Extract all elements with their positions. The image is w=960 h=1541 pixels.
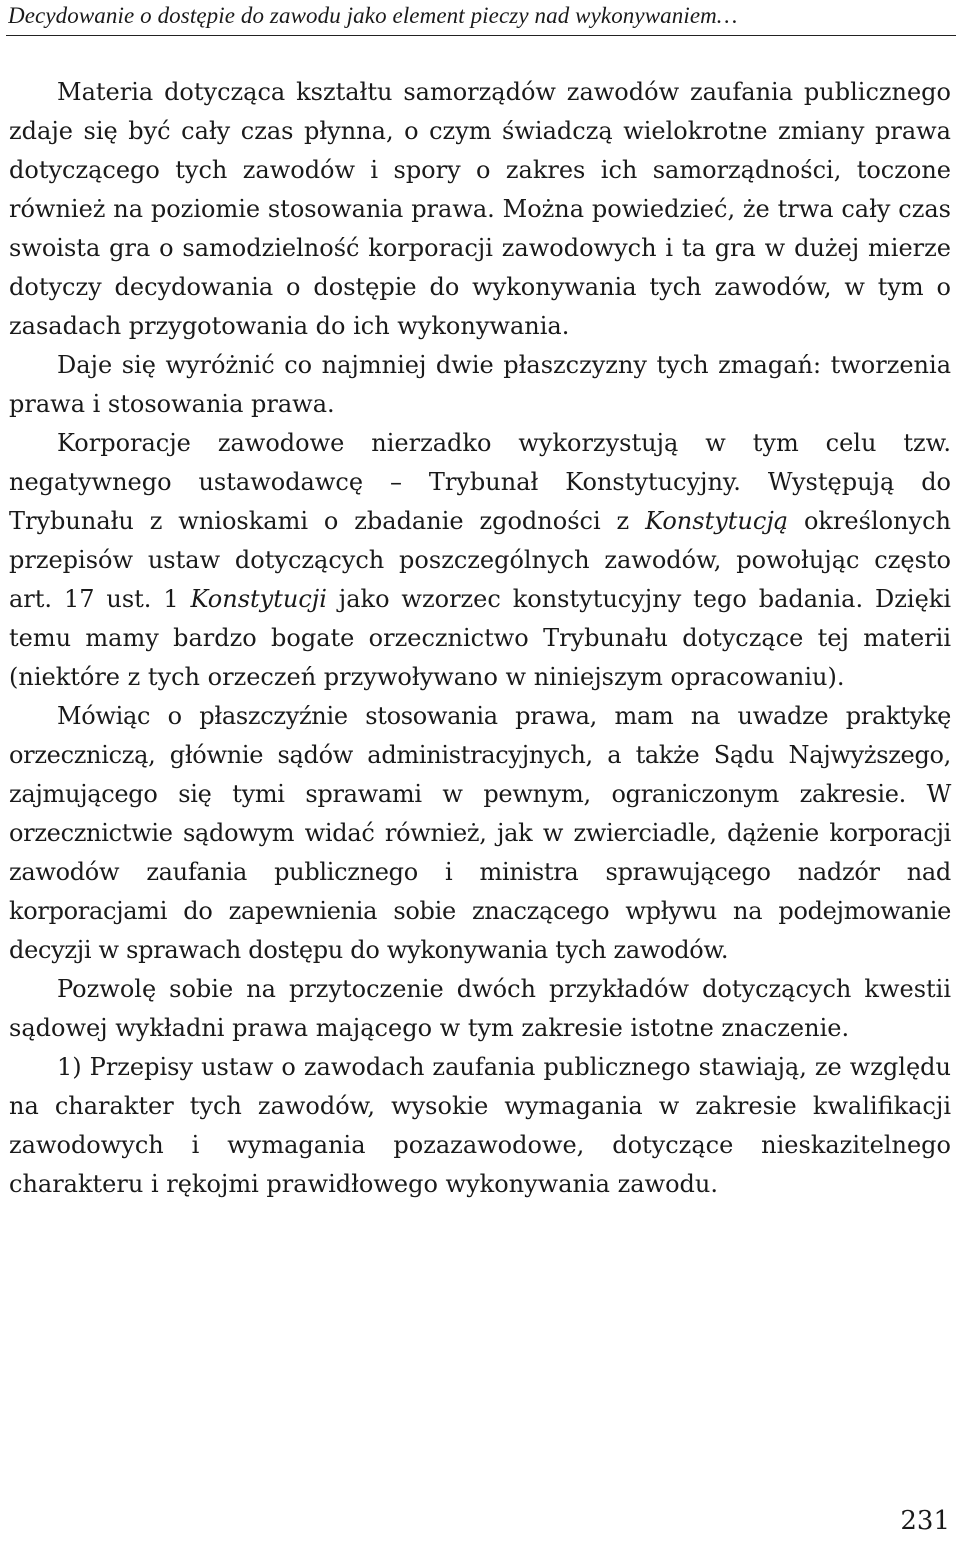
paragraph-3-text-a: Korporacje zawodowe nierzadko wykorzystują w tym celu tzw. negatywnego ustawodawcę – Trybunał Konstytucyjny. Występują do Trybunału z wnioskami o zbadanie zgodności z [9,429,951,535]
paragraph-3-italic-constitution: Konstytucją [645,507,789,535]
paragraph-3 [9,424,951,697]
body-text [9,73,951,1204]
paragraph-3-italic-constitution-2: Konstytucji [190,585,327,613]
running-header: Decydowanie o dostępie do zawodu jako element pieczy nad wykonywaniem… [8,3,738,28]
paragraph-4: Mówiąc o płaszczyźnie stosowania prawa, mam na uwadze praktykę orzeczniczą, głównie sądów administracyjnych, a także Sądu Najwyższego, zajmującego się tymi sprawami w pewnym, ograniczonym zakresie. W orzecznictwie sądowym widać również, jak w zwierciadle, dążenie korporacji zawodów zaufania publicznego i ministra sprawującego nadzór nad korporacjami do zapewnienia sobie znaczącego wpływu na podejmowanie decyzji w sprawach dostępu do wykonywania tych zawodów. [9,702,951,964]
paragraph-1: Materia dotycząca kształtu samorządów zawodów zaufania publicznego zdaje się być cały czas płynna, o czym świadczą wielokrotne zmiany prawa dotyczącego tych zawodów i spory o zakres ich samorządności, toczone również na poziomie stosowania prawa. Można powiedzieć, że trwa cały czas swoista gra o samodzielność korporacji zawodowych i ta gra w dużej mierze dotyczy decydowania o dostępie do wykonywania tych zawodów, w tym o zasadach przygotowania do ich wykonywania. [9,78,951,340]
page-number: 231 [900,1506,950,1536]
paragraph-5: Pozwolę sobie na przytoczenie dwóch przykładów dotyczących kwestii sądowej wykładni prawa mającego w tym zakresie istotne znaczenie. [9,975,951,1042]
paragraph-3-text-c: jako wzorzec konstytucyjny tego badania. Dzięki temu mamy bardzo bogate orzecznictwo Trybunału dotyczące tej materii (niektóre z tych orzeczeń przywoływano w niniejszym opracowaniu). [9,585,952,691]
header-divider [6,35,956,36]
paragraph-6: 1) Przepisy ustaw o zawodach zaufania publicznego stawiają, ze względu na charakter tych zawodów, wysokie wymagania w zakresie kwalifikacji zawodowych i wymagania pozazawodowe, dotyczące nieskazitelnego charakteru i rękojmi prawidłowego wykonywania zawodu. [9,1053,951,1198]
paragraph-2: Daje się wyróżnić co najmniej dwie płaszczyzny tych zmagań: tworzenia prawa i stosowania prawa. [9,351,951,418]
paragraph-3-text-b: określonych przepisów ustaw dotyczących poszczególnych zawodów, powołując często art. 17 ust. 1 [9,507,951,613]
